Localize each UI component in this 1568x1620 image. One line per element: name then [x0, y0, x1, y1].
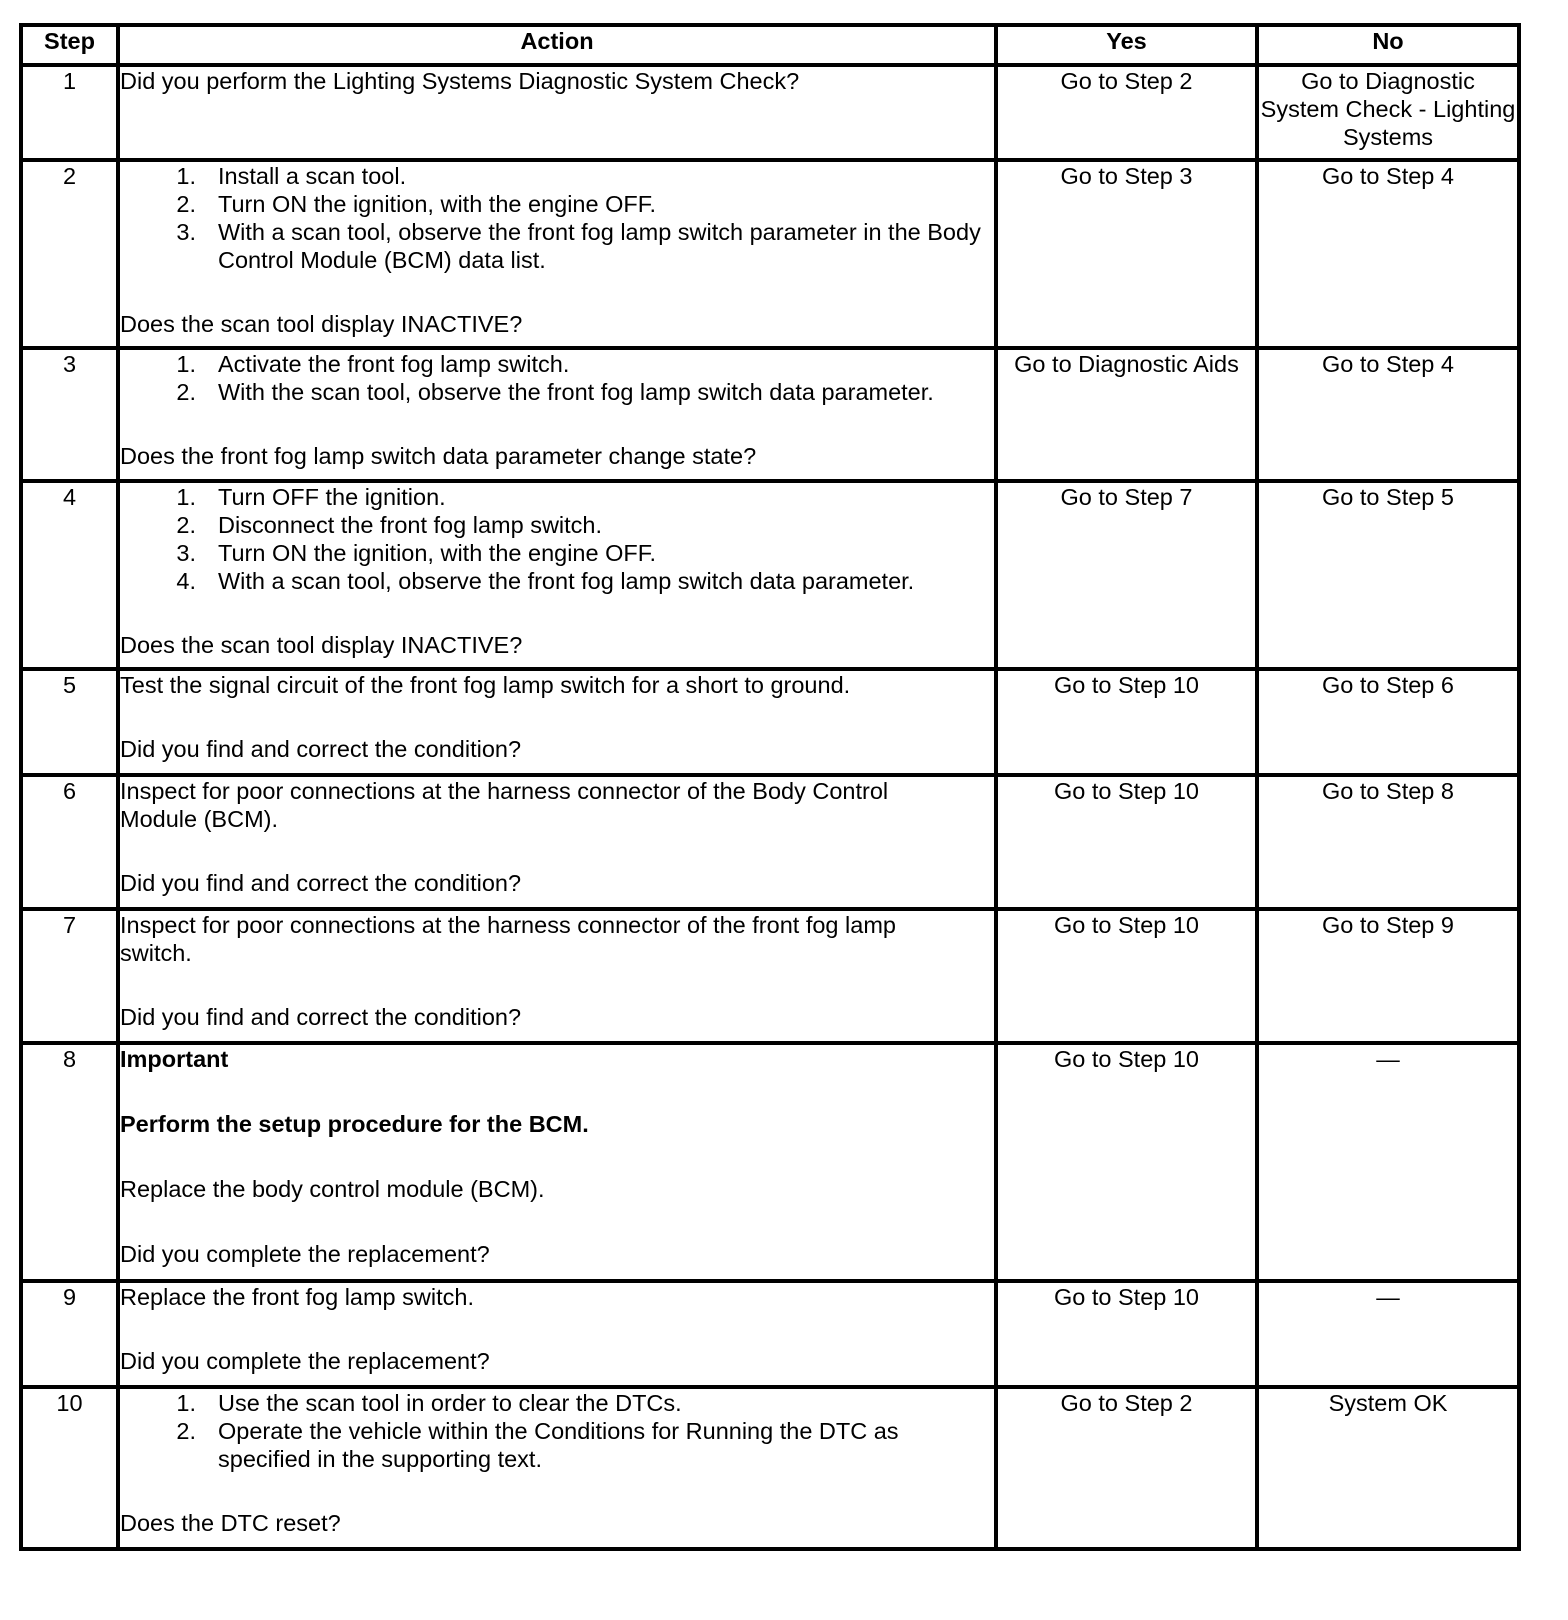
question-text: Did you find and correct the condition? [120, 736, 522, 762]
step-number: 3 [21, 348, 118, 481]
step-number: 9 [21, 1281, 118, 1387]
action-text: Replace the front fog lamp switch. [120, 1284, 474, 1310]
procedure-item: 2. With the scan tool, observe the front fog lamp switch data parameter. [176, 379, 934, 405]
procedure-list [120, 1389, 994, 1473]
action-cell [118, 1043, 996, 1281]
yes-cell: Go to Step 10 [996, 1281, 1257, 1387]
yes-cell: Go to Diagnostic Aids [996, 348, 1257, 481]
question-text: Did you complete the replacement? [120, 1348, 490, 1374]
action-text: Inspect for poor connections at the harness connector of the front fog lamp switch. [120, 912, 896, 966]
procedure-item: 1. Turn OFF the ignition. [176, 484, 446, 510]
yes-cell: Go to Step 2 [996, 65, 1257, 160]
no-cell: Go to Step 4 [1257, 160, 1519, 348]
action-text: Did you perform the Lighting Systems Diagnostic System Check? [120, 68, 800, 94]
diagnostic-table [19, 23, 1521, 1551]
question-text: Does the front fog lamp switch data parameter change state? [120, 443, 757, 469]
table-row [21, 1281, 1519, 1387]
action-text: Inspect for poor connections at the harness connector of the Body Control Module (BCM). [120, 778, 889, 832]
step-number: 4 [21, 481, 118, 669]
procedure-item: 2. Operate the vehicle within the Conditions for Running the DTC as specified in the supporting text. [176, 1418, 899, 1472]
table-row [21, 669, 1519, 775]
table-row [21, 909, 1519, 1043]
question-text: Did you complete the replacement? [120, 1241, 490, 1267]
procedure-item: 3. Turn ON the ignition, with the engine OFF. [176, 540, 657, 566]
action-cell [118, 1387, 996, 1549]
question-text: Does the scan tool display INACTIVE? [120, 632, 523, 658]
table-row [21, 1387, 1519, 1549]
important-text: Perform the setup procedure for the BCM. [120, 1111, 589, 1137]
yes-cell: Go to Step 10 [996, 669, 1257, 775]
action-cell [118, 348, 996, 481]
procedure-item: 2. Disconnect the front fog lamp switch. [176, 512, 603, 538]
procedure-list [120, 350, 994, 406]
question-text: Did you find and correct the condition? [120, 1004, 522, 1030]
yes-cell: Go to Step 10 [996, 1043, 1257, 1281]
table-row [21, 348, 1519, 481]
table-row [21, 65, 1519, 160]
header-row [21, 25, 1519, 65]
yes-cell: Go to Step 2 [996, 1387, 1257, 1549]
yes-cell: Go to Step 10 [996, 775, 1257, 909]
important-label: Important [120, 1046, 229, 1072]
question-text: Does the scan tool display INACTIVE? [120, 311, 523, 337]
no-cell: Go to Step 9 [1257, 909, 1519, 1043]
header-action: Action [118, 25, 996, 65]
step-number: 2 [21, 160, 118, 348]
no-cell: Go to Step 4 [1257, 348, 1519, 481]
yes-cell: Go to Step 10 [996, 909, 1257, 1043]
step-number: 6 [21, 775, 118, 909]
procedure-item: 1. Activate the front fog lamp switch. [176, 351, 570, 377]
table-row [21, 160, 1519, 348]
procedure-list [120, 162, 994, 274]
action-cell [118, 909, 996, 1043]
step-number: 10 [21, 1387, 118, 1549]
action-cell [118, 775, 996, 909]
header-step: Step [21, 25, 118, 65]
no-cell: — [1257, 1043, 1519, 1281]
no-cell: Go to Diagnostic System Check - Lighting Systems [1257, 65, 1519, 160]
table-row [21, 1043, 1519, 1281]
action-cell [118, 1281, 996, 1387]
table-row [21, 775, 1519, 909]
step-number: 5 [21, 669, 118, 775]
action-cell [118, 160, 996, 348]
no-cell: Go to Step 6 [1257, 669, 1519, 775]
header-no: No [1257, 25, 1519, 65]
question-text: Did you find and correct the condition? [120, 870, 522, 896]
action-text: Replace the body control module (BCM). [120, 1176, 545, 1202]
no-cell: — [1257, 1281, 1519, 1387]
action-cell [118, 669, 996, 775]
no-cell: System OK [1257, 1387, 1519, 1549]
yes-cell: Go to Step 7 [996, 481, 1257, 669]
procedure-item: 4. With a scan tool, observe the front fog lamp switch data parameter. [176, 568, 915, 594]
action-cell [118, 65, 996, 160]
no-cell: Go to Step 5 [1257, 481, 1519, 669]
no-cell: Go to Step 8 [1257, 775, 1519, 909]
header-yes: Yes [996, 25, 1257, 65]
procedure-item: 3. With a scan tool, observe the front fog lamp switch parameter in the Body Control Module (BCM) data list. [176, 219, 981, 273]
yes-cell: Go to Step 3 [996, 160, 1257, 348]
procedure-list [120, 483, 994, 595]
step-number: 8 [21, 1043, 118, 1281]
action-text: Test the signal circuit of the front fog lamp switch for a short to ground. [120, 672, 851, 698]
procedure-item: 2. Turn ON the ignition, with the engine OFF. [176, 191, 657, 217]
action-cell [118, 481, 996, 669]
procedure-item: 1. Install a scan tool. [176, 163, 407, 189]
step-number: 1 [21, 65, 118, 160]
procedure-item: 1. Use the scan tool in order to clear the DTCs. [176, 1390, 682, 1416]
step-number: 7 [21, 909, 118, 1043]
table-row [21, 481, 1519, 669]
question-text: Does the DTC reset? [120, 1510, 341, 1536]
